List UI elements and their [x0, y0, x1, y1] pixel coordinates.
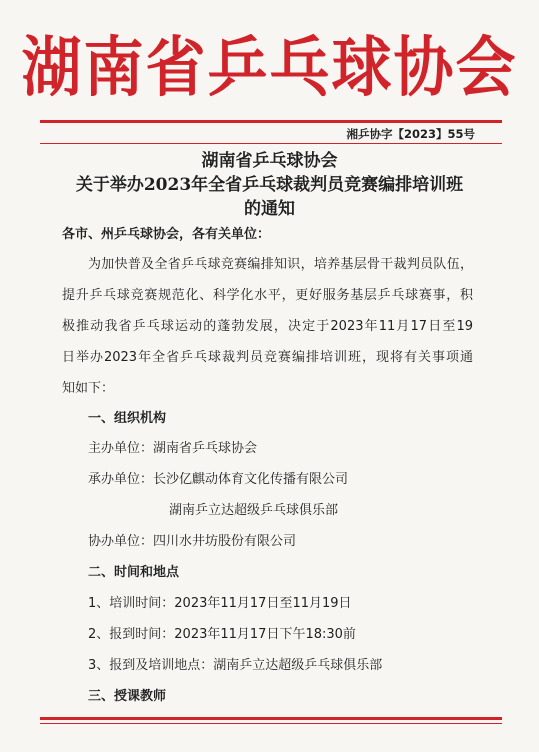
intro-line-4: 日举办2023年全省乒乓球裁判员竞赛编排培训班，现将有关事项通: [62, 350, 473, 365]
check-in-time: 2、报到时间：2023年11月17日下午18:30前: [88, 627, 356, 642]
footer-rule-thick: [40, 717, 502, 720]
intro-line-1: 为加快普及全省乒乓球竞赛编排知识，培养基层骨干裁判员队伍，: [88, 257, 473, 272]
training-time: 1、培训时间：2023年11月17日至11月19日: [88, 596, 352, 611]
document-number: 湘乒协字【2023】55号: [346, 127, 475, 141]
section1-heading: 一、组织机构: [88, 411, 167, 426]
intro-line-2: 提升乒乓球竞赛规范化、科学化水平，更好服务基层乒乓球赛事，积: [62, 288, 473, 303]
title-line-3: 的通知: [244, 199, 295, 219]
host-unit: 主办单位：湖南省乒乓球协会: [88, 441, 258, 456]
title-line-2: 关于举办2023年全省乒乓球裁判员竞赛编排培训班: [75, 175, 464, 195]
training-location: 3、报到及培训地点：湖南乒立达超级乒乓球俱乐部: [88, 658, 383, 673]
letterhead-rule-top: [40, 120, 502, 123]
salutation: 各市、州乒乓球协会，各有关单位：: [62, 227, 271, 242]
organizer-unit-2: 湖南乒立达超级乒乓球俱乐部: [169, 503, 339, 518]
footer-rule-thin: [40, 723, 502, 724]
docnum-rule: [40, 143, 502, 144]
letterhead-title: 湖南省乒乓球协会: [21, 30, 518, 106]
section3-heading: 三、授课教师: [88, 689, 167, 704]
title-line-1: 湖南省乒乓球协会: [201, 151, 338, 171]
intro-line-5: 知如下：: [62, 381, 115, 396]
organizer-unit-1: 承办单位：长沙亿麒动体育文化传播有限公司: [88, 472, 349, 487]
intro-line-3: 极推动我省乒乓球运动的蓬勃发展，决定于2023年11月17日至19: [62, 319, 473, 334]
co-host-unit: 协办单位：四川水井坊股份有限公司: [88, 534, 297, 549]
section2-heading: 二、时间和地点: [88, 565, 180, 580]
